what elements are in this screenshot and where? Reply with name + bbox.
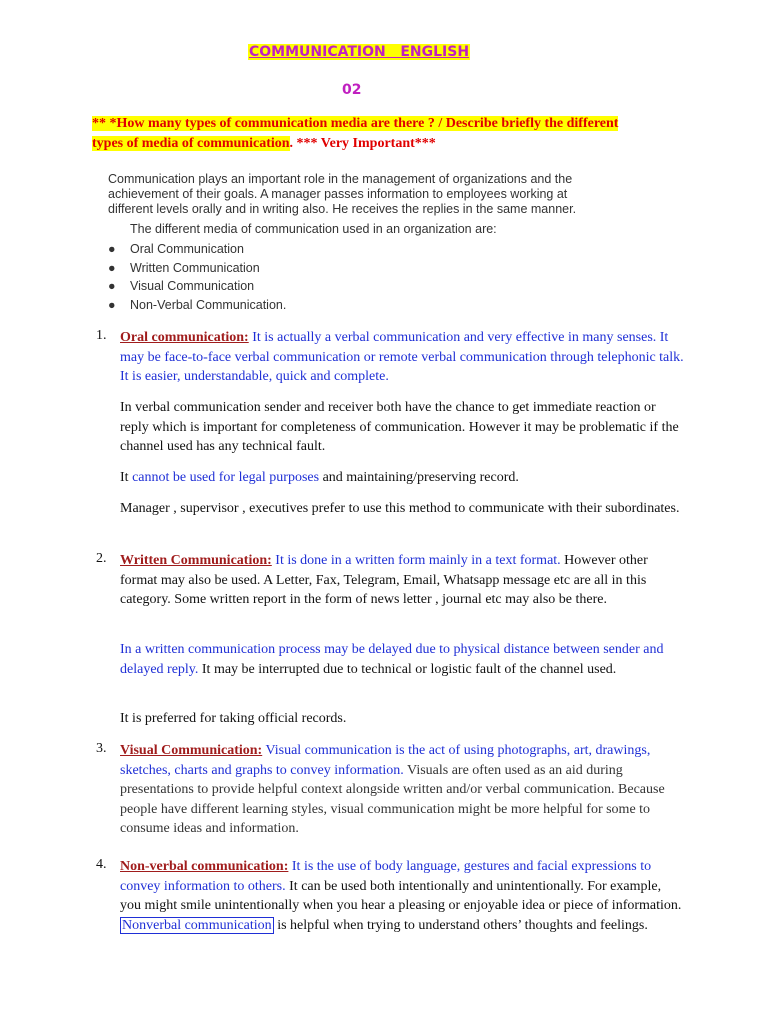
oral-lead-text: It is actually a verbal communication and very effective in many senses. It may be face-to-face verbal communication or remote verbal communication through telephonic talk. It is easier, understandable, quick and complete. (120, 330, 684, 385)
intro-paragraph: Communication plays an important role in the management of organizations and the achievement of their goals. A manager passes information to employees working at different levels orally and in writing also. He receives the replies in the same manner. (108, 172, 577, 216)
section-oral-lead (120, 328, 685, 387)
section-heading-written: Written Communication: (120, 553, 272, 568)
oral-paragraph-2: It cannot be used for legal purposes and maintaining/preserving record. (120, 470, 519, 485)
oral-paragraph-1: In verbal communication sender and receiver both have the chance to get immediate reaction or reply which is important for completeness of communication. However it may be problematic if the channel used has any technical fault. (120, 400, 679, 455)
question-heading (92, 114, 652, 154)
question-emphasis: . *** Very Important*** (289, 136, 436, 151)
list-item: ● Visual Communication (108, 277, 286, 296)
media-intro: The different media of communication used in an organization are: (130, 222, 497, 236)
media-list (108, 240, 286, 314)
list-item: ● Non-Verbal Communication. (108, 296, 286, 315)
section-visual-lead: Visual Communication: Visual communication is the act of using photographs, art, drawings, sketches, charts and graphs to convey information. Visuals are often used as an aid during presentations to provide helpful context alongside written and/or verbal communication. Because people have different learning styles, visual communication might be more helpful for some to consume ideas and information. (120, 743, 665, 837)
section-heading-visual: Visual Communication: (120, 743, 263, 758)
bullet-icon: ● (108, 260, 116, 275)
bullet-icon: ● (108, 279, 116, 294)
section-heading-oral: Oral communication: (120, 330, 249, 345)
question-text: ** *How many types of communication media are there ? / Describe briefly the different types of media of communication (92, 116, 619, 151)
list-item: ● Oral Communication (108, 240, 286, 259)
oral-legal-note: cannot be used for legal purposes (132, 470, 320, 485)
bullet-icon: ● (108, 297, 116, 312)
document-title: COMMUNICATION ENGLISH (249, 44, 470, 60)
bullet-icon: ● (108, 242, 116, 256)
written-paragraph-2: It is preferred for taking official records. (120, 711, 347, 726)
written-paragraph-1: In a written communication process may be delayed due to physical distance between sender and delayed reply. It may be interrupted due to technical or logistic fault of the channel used. (120, 642, 664, 677)
nonverbal-communication-link[interactable]: Nonverbal communication (122, 917, 272, 933)
section-number-written: 2. (96, 551, 107, 566)
page-number: 02 (342, 82, 362, 98)
section-heading-nonverbal: Non-verbal communication: (120, 859, 289, 874)
section-number-nonverbal: 4. (96, 857, 107, 872)
section-number-oral: 1. (96, 328, 107, 343)
section-nonverbal-lead: Non-verbal communication: It is the use of body language, gestures and facial expressions to convey information to others. It can be used both intentionally and unintentionally. For example, you might smile unintentionally when you hear a pleasing or enjoyable idea or piece of information. Nonverbal communication is helpful when trying to understand others’ thoughts and feelings. (120, 859, 682, 933)
section-number-visual: 3. (96, 741, 107, 756)
section-written-lead: Written Communication: It is done in a written form mainly in a text format. However other format may also be used. A Letter, Fax, Telegram, Email, Whatsapp message etc are all in this category. Some written report in the form of news letter , journal etc may also be there. (120, 553, 648, 608)
oral-paragraph-3: Manager , supervisor , executives prefer to use this method to communicate with their subordinates. (120, 501, 680, 516)
list-item: ● Written Communication (108, 259, 286, 278)
